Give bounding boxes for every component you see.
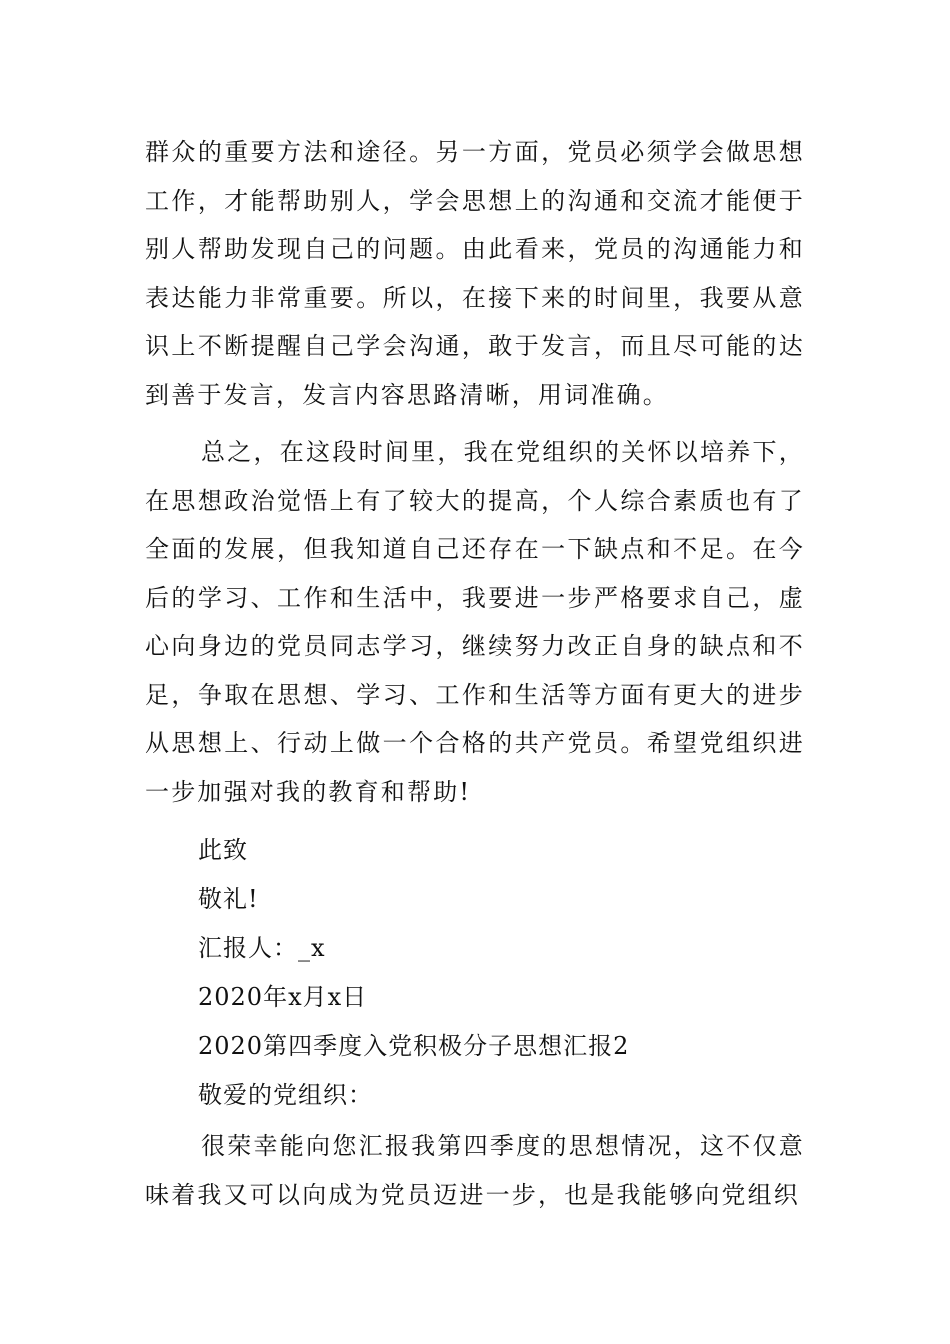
greeting-line: 敬爱的党组织：	[198, 1081, 373, 1109]
section-title: 2020第四季度入党积极分子思想汇报2	[198, 1032, 630, 1060]
closing-regards: 敬礼!	[198, 885, 259, 913]
paragraph-intro: 很荣幸能向您汇报我第四季度的思想情况，这不仅意味着我又可以向成为党员迈进一步，也是我能够向党组织	[145, 1132, 805, 1209]
report-date: 2020年x月x日	[198, 983, 368, 1011]
paragraph-summary: 总之，在这段时间里，我在党组织的关怀以培养下，在思想政治觉悟上有了较大的提高，个人综合素质也有了全面的发展，但我知道自己还存在一下缺点和不足。在今后的学习、工作和生活中，我要进一步严格要求自己，虚心向身边的党员同志学习，继续努力改正自身的缺点和不足，争取在思想、学习、工作和生活等方面有更大的进步从思想上、行动上做一个合格的共产党员。希望党组织进一步加强对我的教育和帮助!	[145, 438, 805, 806]
closing-salutation: 此致	[198, 836, 248, 864]
reporter-line: 汇报人：_x	[198, 934, 326, 962]
paragraph-communication: 群众的重要方法和途径。另一方面，党员必须学会做思想工作，才能帮助别人，学会思想上的沟通和交流才能便于别人帮助发现自己的问题。由此看来，党员的沟通能力和表达能力非常重要。所以，在接下来的时间里，我要从意识上不断提醒自己学会沟通，敢于发言，而且尽可能的达到善于发言，发言内容思路清晰，用词准确。	[145, 138, 805, 409]
